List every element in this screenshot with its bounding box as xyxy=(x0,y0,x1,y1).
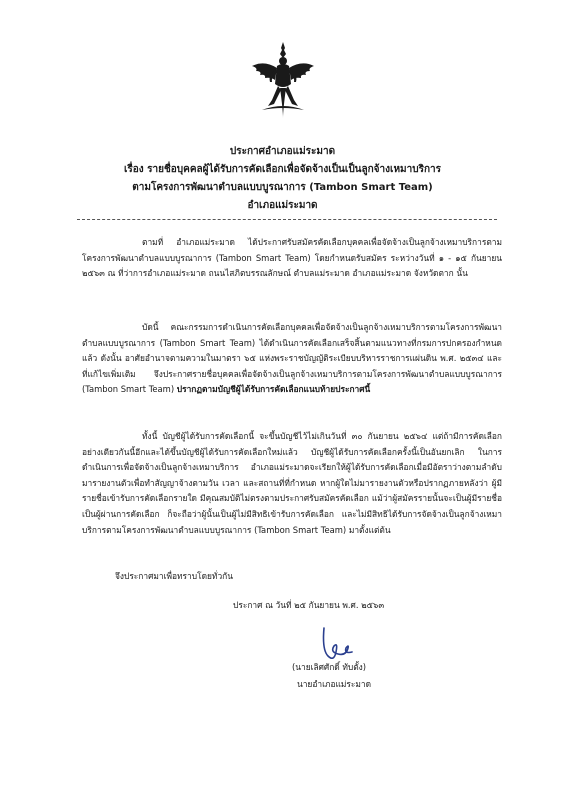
header-line-2: เรื่อง รายชื่อบุคคลผู้ได้รับการคัดเลือกเพื่อจัดจ้างเป็นเป็นลูกจ้างเหมาบริการ xyxy=(123,164,442,175)
header-line-1: ประกาศอำเภอแม่ระมาด xyxy=(229,146,336,157)
header-line-4: อำเภอแม่ระมาด xyxy=(247,200,318,211)
announcement-header xyxy=(60,143,505,215)
signature-icon xyxy=(318,622,358,664)
garuda-emblem-icon xyxy=(248,40,318,120)
header-line-3: ตามโครงการพัฒนาตำบลแบบบูรณาการ (Tambon Smart Team) xyxy=(132,182,433,193)
announcement-date: ประกาศ ณ วันที่ ๒๕ กันยายน พ.ศ. ๒๕๖๓ xyxy=(233,600,385,610)
paragraph-1 xyxy=(82,235,502,282)
signer-position: นายอำเภอแม่ระมาด xyxy=(297,679,372,689)
paragraph-3 xyxy=(82,429,502,538)
paragraph-2 xyxy=(82,320,502,398)
header-divider xyxy=(77,219,497,220)
signer-name: (นายเลิศศักดิ์ ทับตั้ง) xyxy=(292,662,367,672)
paragraph-2-emphasis: ปรากฏตามบัญชีผู้ได้รับการคัดเลือกแนบท้ายประกาศนี้ xyxy=(176,384,371,395)
paragraph-2-text: บัดนี้ คณะกรรมการดำเนินการคัดเลือกบุคคลเพื่อจัดจ้างเป็นลูกจ้างเหมาบริการตามโครงการพัฒนาตำบลแบบบูรณาการ (Tambon Smart Team) ได้ดำเนินการคัดเลือกเสร็จสิ้นตามแนวทางที่กรมการปกครองกำหนดแล้ว ดังนั้น อาศัยอำนาจตามความในมาตรา ๖๕ แห่งพระราชบัญญัติระเบียบบริหารราชการแผ่นดิน พ.ศ. ๒๕๓๔ และที่แก้ไขเพิ่มเติม จึงประกาศรายชื่อบุคคลเพื่อจัดจ้างเป็นลูกจ้างเหมาบริการตามโครงการพัฒนาตำบลแบบบูรณาการ (Tambon Smart Team) xyxy=(82,322,502,395)
paragraph-1-text: ตามที่ อำเภอแม่ระมาด ได้ประกาศรับสมัครคัดเลือกบุคคลเพื่อจัดจ้างเป็นลูกจ้างเหมาบริการตามโครงการพัฒนาตำบลแบบบูรณาการ (Tambon Smart Team) โดยกำหนดรับสมัคร ระหว่างวันที่ ๑ - ๑๕ กันยายน ๒๕๖๓ ณ ที่ว่าการอำเภอแม่ระมาด ถนนไสภิตบรรณลักษณ์ ตำบลแม่ระมาด อำเภอแม่ระมาด จังหวัดตาก นั้น xyxy=(82,237,502,279)
paragraph-4: จึงประกาศมาเพื่อทราบโดยทั่วกัน xyxy=(115,571,233,581)
paragraph-3-text: ทั้งนี้ บัญชีผู้ได้รับการคัดเลือกนี้ จะขึ้นบัญชีไว้ไม่เกินวันที่ ๓๐ กันยายน ๒๕๖๔ แต่ถ้ามีการคัดเลือกอย่างเดียวกันนี้อีกและได้ขึ้นบัญชีผู้ได้รับการคัดเลือกใหม่แล้ว บัญชีผู้ได้รับการคัดเลือกครั้งนี้เป็นอันยกเลิก ในการดำเนินการเพื่อจัดจ้างเป็นลูกจ้างเหมาบริการ อำเภอแม่ระมาดจะเรียกให้ผู้ได้รับการคัดเลือกเมื่อมีอัตราว่างตามลำดับ มารายงานตัวเพื่อทำสัญญาจ้างตามวัน เวลา และสถานที่ที่กำหนด หากผู้ใดไม่มารายงานตัวหรือปรากฏภายหลังว่า ผู้มีรายชื่อเข้ารับการคัดเลือกรายใด มีคุณสมบัติไม่ตรงตามประกาศรับสมัครคัดเลือก แม้ว่าผู้สมัครรายนั้นจะเป็นผู้มีรายชื่อเป็นผู้ผ่านการคัดเลือก ก็จะถือว่าผู้นั้นเป็นผู้ไม่มีสิทธิเข้ารับการคัดเลือก และไม่มีสิทธิได้รับการจัดจ้างเป็นลูกจ้างเหมาบริการตามโครงการพัฒนาตำบลแบบบูรณาการ (Tambon Smart Team) มาตั้งแต่ต้น xyxy=(82,431,502,535)
